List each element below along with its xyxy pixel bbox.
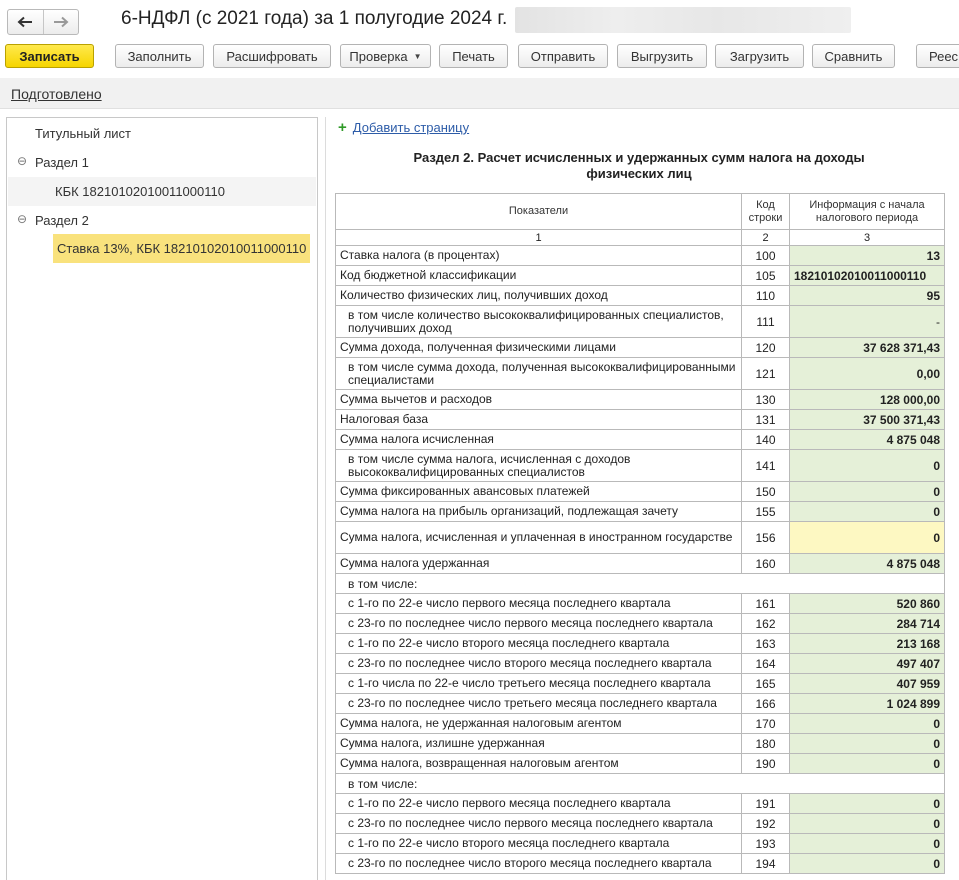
fill-button[interactable]: Заполнить <box>115 44 204 68</box>
row-code: 161 <box>742 594 790 614</box>
tree-item-rate-13-selected[interactable]: Ставка 13%, КБК 18210102010011000110 <box>53 234 310 263</box>
collapse-icon[interactable]: ⊖ <box>17 154 28 168</box>
add-page-link[interactable] <box>338 119 469 136</box>
header-info: Информация с начала налогового периода <box>790 194 945 230</box>
row-value[interactable]: 0 <box>790 502 945 522</box>
column-number: 1 <box>336 230 742 246</box>
table-row <box>336 358 945 390</box>
row-code: 162 <box>742 614 790 634</box>
table-row <box>336 430 945 450</box>
row-code: 150 <box>742 482 790 502</box>
compare-button[interactable]: Сравнить <box>812 44 895 68</box>
row-label: Сумма налога, исчисленная и уплаченная в иностранном государстве <box>336 522 742 554</box>
row-value[interactable]: 497 407 <box>790 654 945 674</box>
row-code: 140 <box>742 430 790 450</box>
table-row <box>336 694 945 714</box>
row-code: 105 <box>742 266 790 286</box>
row-code: 100 <box>742 246 790 266</box>
row-value[interactable]: 0 <box>790 854 945 874</box>
row-label: Сумма фиксированных авансовых платежей <box>336 482 742 502</box>
subheader-in-that-number: в том числе: <box>336 574 945 594</box>
status-link[interactable]: Подготовлено <box>11 86 102 102</box>
table-row <box>336 854 945 874</box>
row-value[interactable]: 0 <box>790 450 945 482</box>
row-value[interactable]: 95 <box>790 286 945 306</box>
row-code: 166 <box>742 694 790 714</box>
table-row <box>336 502 945 522</box>
row-label: с 1-го по 22-е число второго месяца последнего квартала <box>336 834 742 854</box>
row-label: Ставка налога (в процентах) <box>336 246 742 266</box>
redacted-organization <box>515 7 851 33</box>
section-title <box>335 150 943 182</box>
row-value[interactable]: 1 024 899 <box>790 694 945 714</box>
row-code: 130 <box>742 390 790 410</box>
row-code: 170 <box>742 714 790 734</box>
section-title-line-1: Раздел 2. Расчет исчисленных и удержанных сумм налога на доходы <box>413 150 865 165</box>
row-code: 110 <box>742 286 790 306</box>
row-label: в том числе сумма дохода, полученная высококвалифицированными специалистами <box>336 358 742 390</box>
row-value[interactable]: 0 <box>790 814 945 834</box>
row-value[interactable]: 128 000,00 <box>790 390 945 410</box>
row-value[interactable]: 0 <box>790 794 945 814</box>
row-code: 180 <box>742 734 790 754</box>
row-value[interactable]: 407 959 <box>790 674 945 694</box>
row-label: с 23-го по последнее число первого месяца последнего квартала <box>336 814 742 834</box>
decode-button[interactable]: Расшифровать <box>213 44 331 68</box>
row-label: с 1-го по 22-е число второго месяца последнего квартала <box>336 634 742 654</box>
row-label: Сумма налога удержанная <box>336 554 742 574</box>
row-value[interactable]: 0 <box>790 754 945 774</box>
table-row <box>336 674 945 694</box>
row-label: Сумма налога исчисленная <box>336 430 742 450</box>
table-header-row <box>336 194 945 230</box>
status-bar <box>0 78 959 109</box>
import-button[interactable]: Загрузить <box>715 44 804 68</box>
row-code: 190 <box>742 754 790 774</box>
row-value[interactable]: 13 <box>790 246 945 266</box>
row-value[interactable]: 0 <box>790 714 945 734</box>
table-row <box>336 654 945 674</box>
table-row <box>336 614 945 634</box>
subheader-in-that-number: в том числе: <box>336 774 945 794</box>
table-row <box>336 246 945 266</box>
table-row <box>336 634 945 654</box>
column-number: 3 <box>790 230 945 246</box>
table-row <box>336 286 945 306</box>
row-label: в том числе сумма налога, исчисленная с доходов высококвалифицированных специалистов <box>336 450 742 482</box>
row-label: Сумма налога, излишне удержанная <box>336 734 742 754</box>
row-code: 192 <box>742 814 790 834</box>
row-label: с 23-го по последнее число второго месяца последнего квартала <box>336 854 742 874</box>
title-bar <box>0 0 959 40</box>
panel-splitter[interactable] <box>325 117 329 880</box>
save-button[interactable]: Записать <box>5 44 94 68</box>
caret-down-icon: ▼ <box>413 51 422 61</box>
section-title-line-2: физических лиц <box>586 166 692 181</box>
row-code: 111 <box>742 306 790 338</box>
print-button[interactable]: Печать <box>439 44 508 68</box>
row-code: 164 <box>742 654 790 674</box>
row-value[interactable]: 37 500 371,43 <box>790 410 945 430</box>
row-code: 160 <box>742 554 790 574</box>
table-row <box>336 306 945 338</box>
table-row <box>336 574 945 594</box>
row-label: Сумма вычетов и расходов <box>336 390 742 410</box>
row-value[interactable]: 4 875 048 <box>790 430 945 450</box>
table-row <box>336 266 945 286</box>
tree-item-kbk[interactable]: КБК 18210102010011000110 <box>55 184 225 199</box>
check-dropdown-button[interactable] <box>340 44 431 68</box>
section-2-table <box>335 193 945 874</box>
row-label: Сумма налога, возвращенная налоговым агентом <box>336 754 742 774</box>
table-row <box>336 594 945 614</box>
row-label: Количество физических лиц, получивших доход <box>336 286 742 306</box>
row-label: Сумма дохода, полученная физическими лицами <box>336 338 742 358</box>
row-label: в том числе количество высококвалифицированных специалистов, получивших доход <box>336 306 742 338</box>
row-code: 131 <box>742 410 790 430</box>
column-number-row <box>336 230 945 246</box>
column-number: 2 <box>742 230 790 246</box>
table-row <box>336 450 945 482</box>
table-row <box>336 714 945 734</box>
table-row <box>336 774 945 794</box>
row-code: 121 <box>742 358 790 390</box>
tree-item-section-2[interactable]: Раздел 2 <box>35 213 89 228</box>
row-code: 163 <box>742 634 790 654</box>
check-label: Проверка <box>349 48 408 64</box>
table-row <box>336 410 945 430</box>
row-value[interactable]: 213 168 <box>790 634 945 654</box>
header-code: Код строки <box>742 194 790 230</box>
send-button[interactable]: Отправить <box>518 44 608 68</box>
row-value[interactable]: 37 628 371,43 <box>790 338 945 358</box>
row-value[interactable]: 0,00 <box>790 358 945 390</box>
section-tree <box>6 117 318 880</box>
row-code: 193 <box>742 834 790 854</box>
table-row <box>336 554 945 574</box>
row-label: Сумма налога на прибыль организаций, подлежащая зачету <box>336 502 742 522</box>
header-indicators: Показатели <box>336 194 742 230</box>
row-label: Код бюджетной классификации <box>336 266 742 286</box>
row-code: 165 <box>742 674 790 694</box>
tree-item-title-page[interactable]: Титульный лист <box>35 126 132 141</box>
arrow-right-icon <box>53 16 69 28</box>
collapse-icon[interactable]: ⊖ <box>17 212 28 226</box>
row-label: Налоговая база <box>336 410 742 430</box>
table-row <box>336 754 945 774</box>
table-row <box>336 338 945 358</box>
table-row <box>336 834 945 854</box>
plus-icon: + <box>338 119 347 136</box>
row-label: с 1-го числа по 22-е число третьего месяца последнего квартала <box>336 674 742 694</box>
row-label: с 1-го по 22-е число первого месяца последнего квартала <box>336 594 742 614</box>
table-row <box>336 734 945 754</box>
row-value[interactable]: 18210102010011000110 <box>790 266 945 286</box>
row-value[interactable]: 4 875 048 <box>790 554 945 574</box>
row-value[interactable]: 520 860 <box>790 594 945 614</box>
row-label: с 1-го по 22-е число первого месяца последнего квартала <box>336 794 742 814</box>
table-row <box>336 794 945 814</box>
table-row <box>336 814 945 834</box>
back-button[interactable] <box>8 10 43 34</box>
row-code: 194 <box>742 854 790 874</box>
document-title: 6-НДФЛ (с 2021 года) за 1 полугодие 2024 г. <box>121 8 508 29</box>
row-value[interactable]: 284 714 <box>790 614 945 634</box>
table-row <box>336 522 945 554</box>
row-code: 141 <box>742 450 790 482</box>
table-row <box>336 482 945 502</box>
row-label: с 23-го по последнее число третьего месяца последнего квартала <box>336 694 742 714</box>
forward-button[interactable] <box>43 10 79 34</box>
row-value-editable[interactable]: 0 <box>790 522 945 554</box>
registry-button[interactable]: Реес <box>916 44 959 68</box>
export-button[interactable]: Выгрузить <box>617 44 707 68</box>
navigation-buttons <box>7 9 79 35</box>
row-code: 191 <box>742 794 790 814</box>
row-label: с 23-го по последнее число второго месяца последнего квартала <box>336 654 742 674</box>
command-toolbar <box>0 40 959 76</box>
row-code: 155 <box>742 502 790 522</box>
arrow-left-icon <box>17 16 33 28</box>
row-value[interactable]: 0 <box>790 482 945 502</box>
add-page-label: Добавить страницу <box>352 120 470 135</box>
row-label: Сумма налога, не удержанная налоговым агентом <box>336 714 742 734</box>
row-value[interactable]: - <box>790 306 945 338</box>
row-value[interactable]: 0 <box>790 734 945 754</box>
tree-item-section-1[interactable]: Раздел 1 <box>35 155 89 170</box>
row-label: с 23-го по последнее число первого месяца последнего квартала <box>336 614 742 634</box>
table-row <box>336 390 945 410</box>
row-code: 156 <box>742 522 790 554</box>
row-value[interactable]: 0 <box>790 834 945 854</box>
row-code: 120 <box>742 338 790 358</box>
